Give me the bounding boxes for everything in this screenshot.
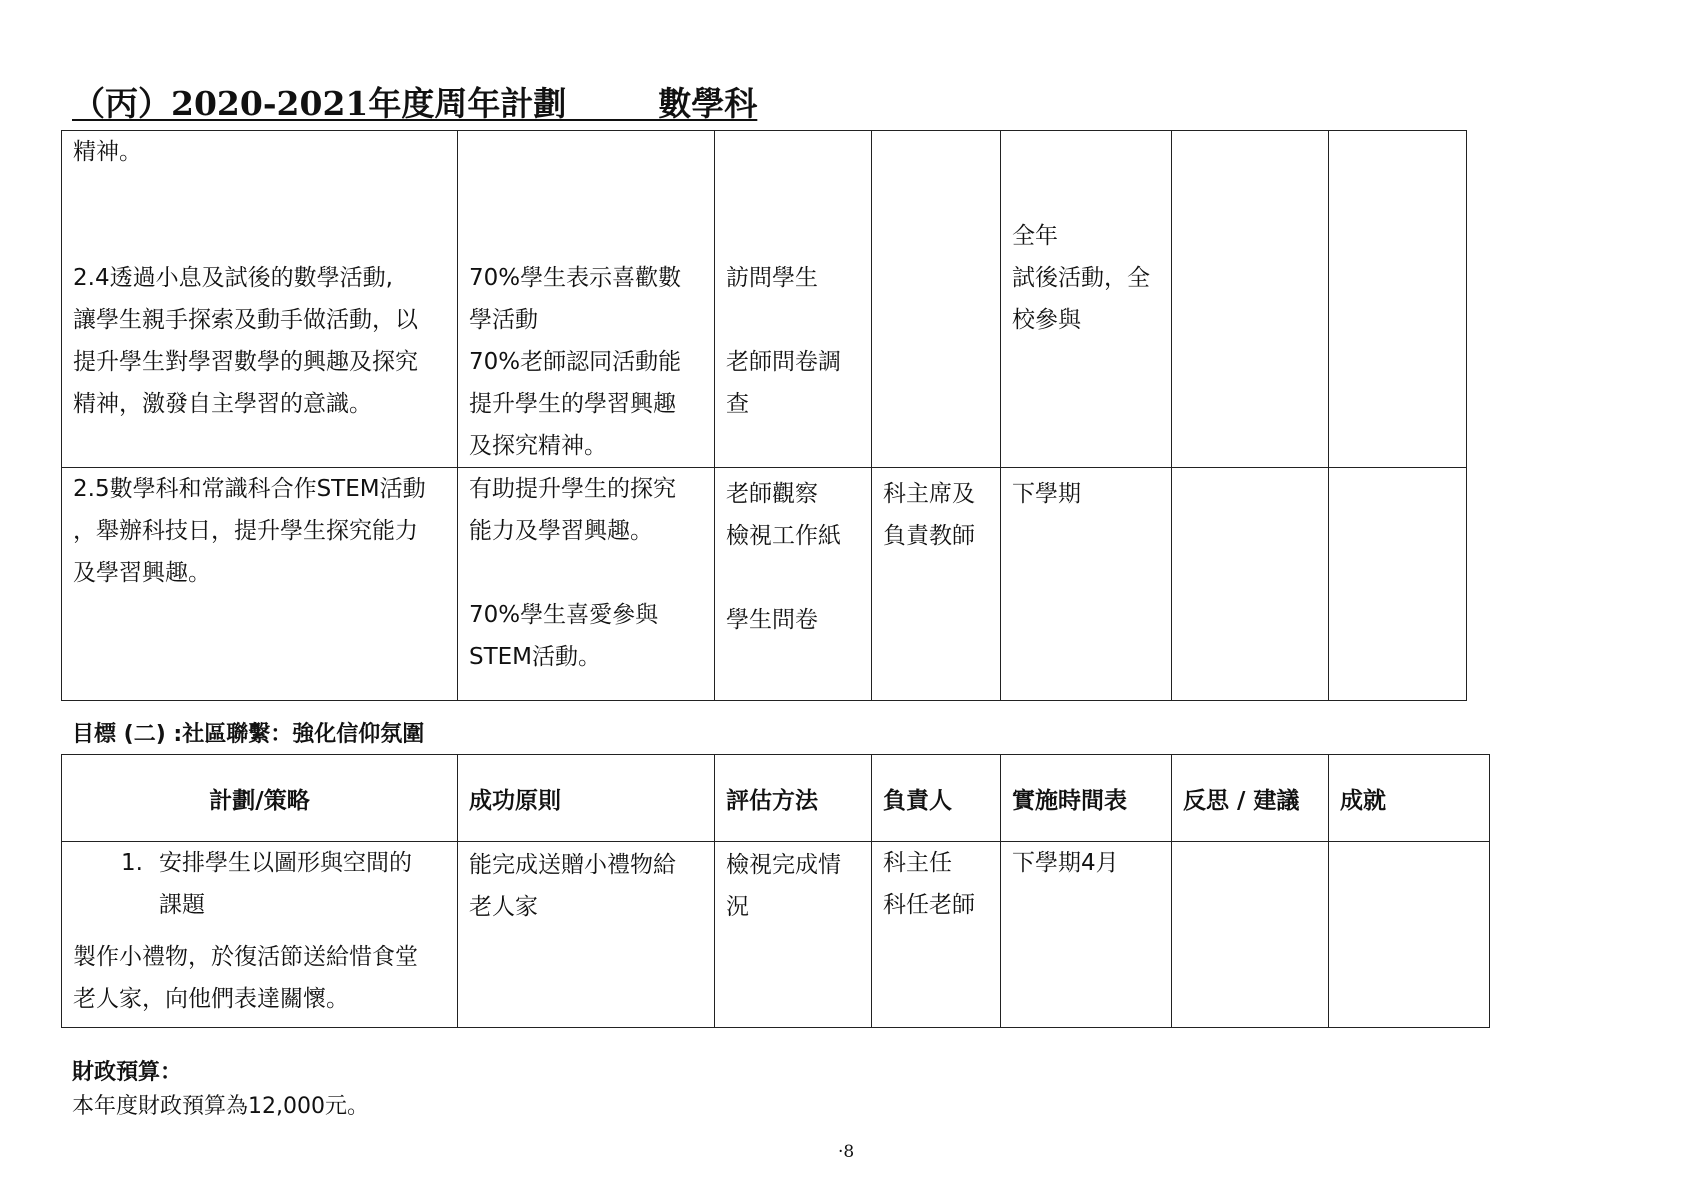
cell-text-line [1012,173,1160,215]
criteria-cell [458,468,715,701]
cell-text-line: 老師問卷調 [726,349,841,375]
cell-lines [159,842,412,926]
cell-text-line: 2.5數學科和常識科合作STEM活動 [73,476,426,502]
cell-lines [469,844,703,928]
cell-lines [73,936,446,1020]
cell-text-line: 全年 [1012,223,1058,249]
cell-text-line: 老人家 [469,894,538,920]
cell-text-line [469,173,703,215]
column-header-person: 負責人 [872,755,1001,842]
cell-text-line: 檢視工作紙 [726,523,841,549]
cell-lines [726,131,860,425]
cell-text-line: 精神。 [73,139,142,165]
cell-text-line: 70%老師認同活動能 [469,349,682,375]
schedule-cell [1001,468,1172,701]
column-header-achievement: 成就 [1329,755,1490,842]
cell-lines [469,131,703,467]
person-cell [872,842,1001,1028]
column-header-plan: 計劃/策略 [62,755,458,842]
cell-lines [1012,842,1160,884]
cell-text-line: 況 [726,894,749,920]
cell-text-line: 及探究精神。 [469,433,607,459]
cell-lines [726,844,860,928]
cell-lines [1012,473,1160,515]
achievement-cell [1329,468,1467,701]
cell-text-line: 校參與 [1012,307,1081,333]
table-row [62,842,1490,1028]
cell-text-line: 下學期 [1012,481,1081,507]
person-cell [872,131,1001,468]
cell-text-line: 課題 [159,892,205,918]
cell-text-line: 學生問卷 [726,607,818,633]
criteria-cell [458,842,715,1028]
plan-table-continued [61,130,1467,701]
cell-text-line [469,552,703,594]
cell-text-line: 有助提升學生的探究 [469,476,676,502]
cell-text-line [469,215,703,257]
cell-text-line: 科主任 [883,850,952,876]
cell-text-line: 老師觀察 [726,481,818,507]
cell-text-line: 老人家，向他們表達關懷。 [73,986,349,1012]
achievement-cell [1329,842,1490,1028]
page-title: （丙）2020-2021年度周年計劃 數學科 [72,84,758,123]
reflection-cell [1172,842,1329,1028]
plan-cell [62,131,458,468]
cell-lines [883,473,989,557]
budget-label: 財政預算： [72,1060,183,1085]
cell-text-line: 科任老師 [883,892,975,918]
budget-text: 本年度財政預算為12,000元。 [72,1094,369,1119]
cell-text-line: 負責教師 [883,523,975,549]
cell-text-line: 訪問學生 [726,265,818,291]
column-header-schedule: 實施時間表 [1001,755,1172,842]
schedule-cell [1001,842,1172,1028]
cell-text-line: 能完成送贈小禮物給 [469,852,676,878]
schedule-cell [1001,131,1172,468]
page-number: ·8 [838,1142,855,1162]
cell-text-line: 70%學生喜愛參與 [469,602,659,628]
cell-text-line: 70%學生表示喜歡數 [469,265,682,291]
cell-text-line [726,299,860,341]
cell-text-line: 2.4透過小息及試後的數學活動, [73,265,393,291]
cell-text-line: 查 [726,391,749,417]
column-header-criteria: 成功原則 [458,755,715,842]
cell-text-line: STEM活動。 [469,644,602,670]
column-header-reflection: 反思 / 建議 [1172,755,1329,842]
cell-text-line: 安排學生以圖形與空間的 [159,850,412,876]
cell-text-line [469,131,703,173]
cell-text-line [73,215,446,257]
item-number: 1. [121,850,143,876]
cell-text-line: 提升學生對學習數學的興趣及探究 [73,349,418,375]
reflection-cell [1172,468,1329,701]
cell-lines [469,468,703,678]
evaluation-cell [715,131,872,468]
cell-text-line: 能力及學習興趣。 [469,518,653,544]
cell-lines [726,473,860,641]
cell-lines [883,842,989,926]
cell-text-line: 下學期4月 [1012,850,1119,876]
cell-text-line [726,557,860,599]
cell-text-line: 精神，激發自主學習的意識。 [73,391,372,417]
cell-text-line [73,173,446,215]
cell-text-line [1012,131,1160,173]
cell-text-line [726,215,860,257]
evaluation-cell [715,468,872,701]
cell-text-line: 提升學生的學習興趣 [469,391,676,417]
achievement-cell [1329,131,1467,468]
evaluation-cell [715,842,872,1028]
reflection-cell [1172,131,1329,468]
cell-text-line [726,131,860,173]
cell-text-line: 檢視完成情 [726,852,841,878]
goal-two-table [61,754,1490,1028]
cell-lines [1012,131,1160,341]
cell-text-line: 及學習興趣。 [73,560,211,586]
table-header-row [62,755,1490,842]
criteria-cell [458,131,715,468]
column-header-evaluation: 評估方法 [715,755,872,842]
cell-text-line: 讓學生親手探索及動手做活動，以 [73,307,418,333]
plan-cell [62,468,458,701]
cell-text-line: 科主席及 [883,481,975,507]
person-cell [872,468,1001,701]
cell-text-line: 製作小禮物，於復活節送給惜食堂 [73,944,418,970]
cell-lines [73,468,446,594]
goal-heading: 目標 (二) :社區聯繫：強化信仰氛圍 [72,722,425,747]
table-row [62,468,1467,701]
cell-lines [73,131,446,425]
cell-text-line: 試後活動，全 [1012,265,1150,291]
table-row [62,131,1467,468]
cell-text-line: ，舉辦科技日，提升學生探究能力 [73,518,418,544]
cell-text-line [726,173,860,215]
plan-cell [62,842,458,1028]
cell-text-line: 學活動 [469,307,538,333]
numbered-item [73,842,446,926]
